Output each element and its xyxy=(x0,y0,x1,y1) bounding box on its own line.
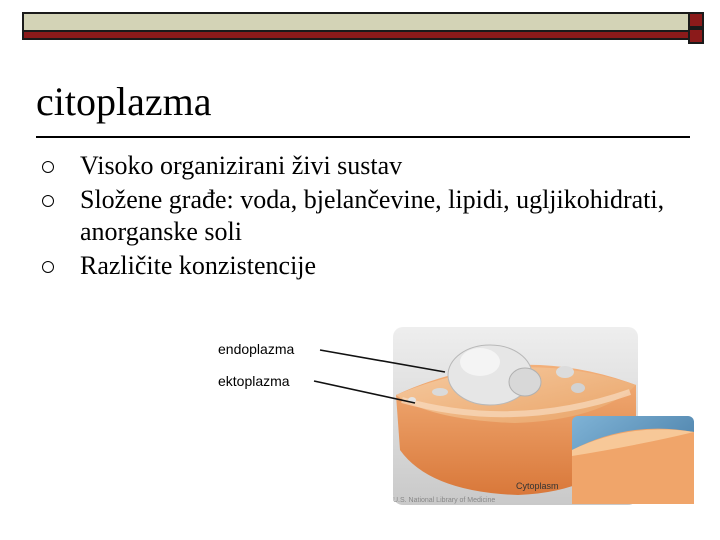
organelle xyxy=(509,368,541,396)
ektoplazma-label: ektoplazma xyxy=(218,373,290,389)
bullet-text: Različite konzistencije xyxy=(80,251,317,280)
organelle xyxy=(556,366,574,378)
nucleus-highlight xyxy=(460,348,500,376)
organelle xyxy=(432,388,448,396)
slide-title: citoplazma xyxy=(36,79,212,124)
endoplazma-label: endoplazma xyxy=(218,341,295,357)
organelle xyxy=(571,383,585,393)
figure-caption: Cytoplasm xyxy=(516,481,559,491)
figure-credit: U.S. National Library of Medicine xyxy=(393,497,496,504)
bullet-text: Visoko organizirani živi sustav xyxy=(80,151,403,180)
bullet-text: Složene građe: voda, bjelančevine, lipidi, ugljikohidrati, anorganske soli xyxy=(80,185,665,246)
